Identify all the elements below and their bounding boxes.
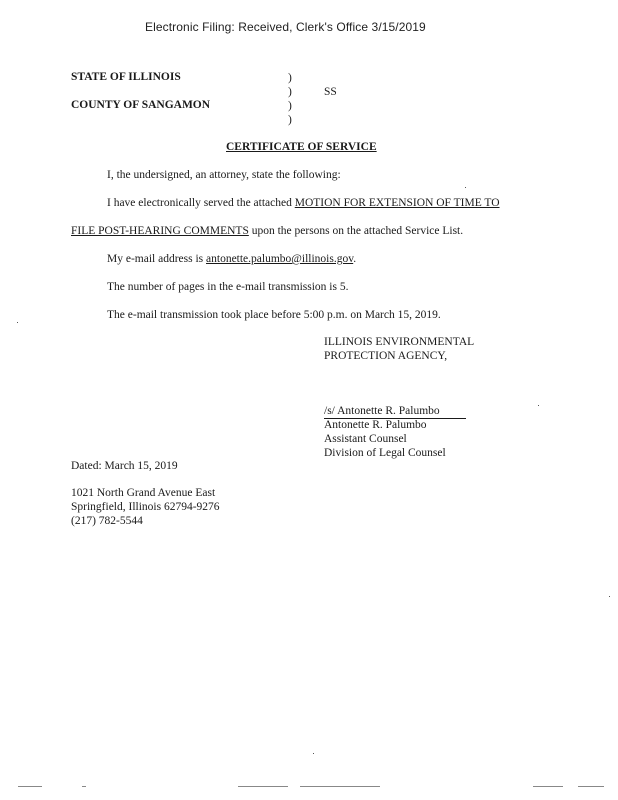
agency-name-line2: PROTECTION AGENCY, <box>324 350 448 362</box>
scan-speck <box>465 187 466 188</box>
dated-line: Dated: March 15, 2019 <box>71 460 178 472</box>
signer-division: Division of Legal Counsel <box>324 447 446 459</box>
email-statement <box>107 253 356 265</box>
scan-noise-mark <box>300 786 380 787</box>
scan-speck <box>313 753 314 754</box>
served-prefix: I have electronically served the attached <box>107 197 295 209</box>
intro-statement: I, the undersigned, an attorney, state the following: <box>107 169 341 181</box>
address-phone: (217) 782-5544 <box>71 515 143 527</box>
filing-stamp-header: Electronic Filing: Received, Clerk's Office 3/15/2019 <box>145 20 426 34</box>
venue-paren-4: ) <box>288 114 292 126</box>
address-street: 1021 North Grand Avenue East <box>71 487 216 499</box>
address-city: Springfield, Illinois 62794-9276 <box>71 501 220 513</box>
served-suffix: upon the persons on the attached Service List. <box>248 225 464 237</box>
pages-statement: The number of pages in the e-mail transmission is 5. <box>107 281 349 293</box>
venue-ss: SS <box>324 86 337 98</box>
signer-name: Antonette R. Palumbo <box>324 419 427 431</box>
scan-noise-mark <box>238 786 288 787</box>
scan-speck <box>538 405 539 406</box>
scan-speck <box>17 322 18 323</box>
venue-paren-1: ) <box>288 72 292 84</box>
email-prefix: My e-mail address is <box>107 253 207 265</box>
served-document-title-part2: FILE POST-HEARING COMMENTS <box>71 225 249 237</box>
served-statement-line2 <box>71 225 463 237</box>
scan-speck <box>609 596 610 597</box>
email-address-link[interactable]: antonette.palumbo@illinois.gov <box>206 253 354 265</box>
venue-county: COUNTY OF SANGAMON <box>71 99 211 111</box>
scan-noise-mark <box>18 786 42 787</box>
served-statement-line1 <box>107 197 500 209</box>
venue-state: STATE OF ILLINOIS <box>71 71 181 83</box>
scan-noise-mark <box>533 786 563 787</box>
scan-noise-mark <box>82 786 86 787</box>
scan-noise-footer <box>0 786 618 792</box>
time-statement: The e-mail transmission took place before 5:00 p.m. on March 15, 2019. <box>107 309 441 321</box>
certificate-title: CERTIFICATE OF SERVICE <box>226 141 377 153</box>
agency-name-line1: ILLINOIS ENVIRONMENTAL <box>324 336 475 348</box>
scan-noise-mark <box>578 786 604 787</box>
venue-paren-2: ) <box>288 86 292 98</box>
served-document-title-part1: MOTION FOR EXTENSION OF TIME TO <box>294 197 500 209</box>
signer-title: Assistant Counsel <box>324 433 407 445</box>
signature-line: /s/ Antonette R. Palumbo <box>324 405 466 419</box>
email-suffix: . <box>353 253 357 265</box>
venue-paren-3: ) <box>288 100 292 112</box>
